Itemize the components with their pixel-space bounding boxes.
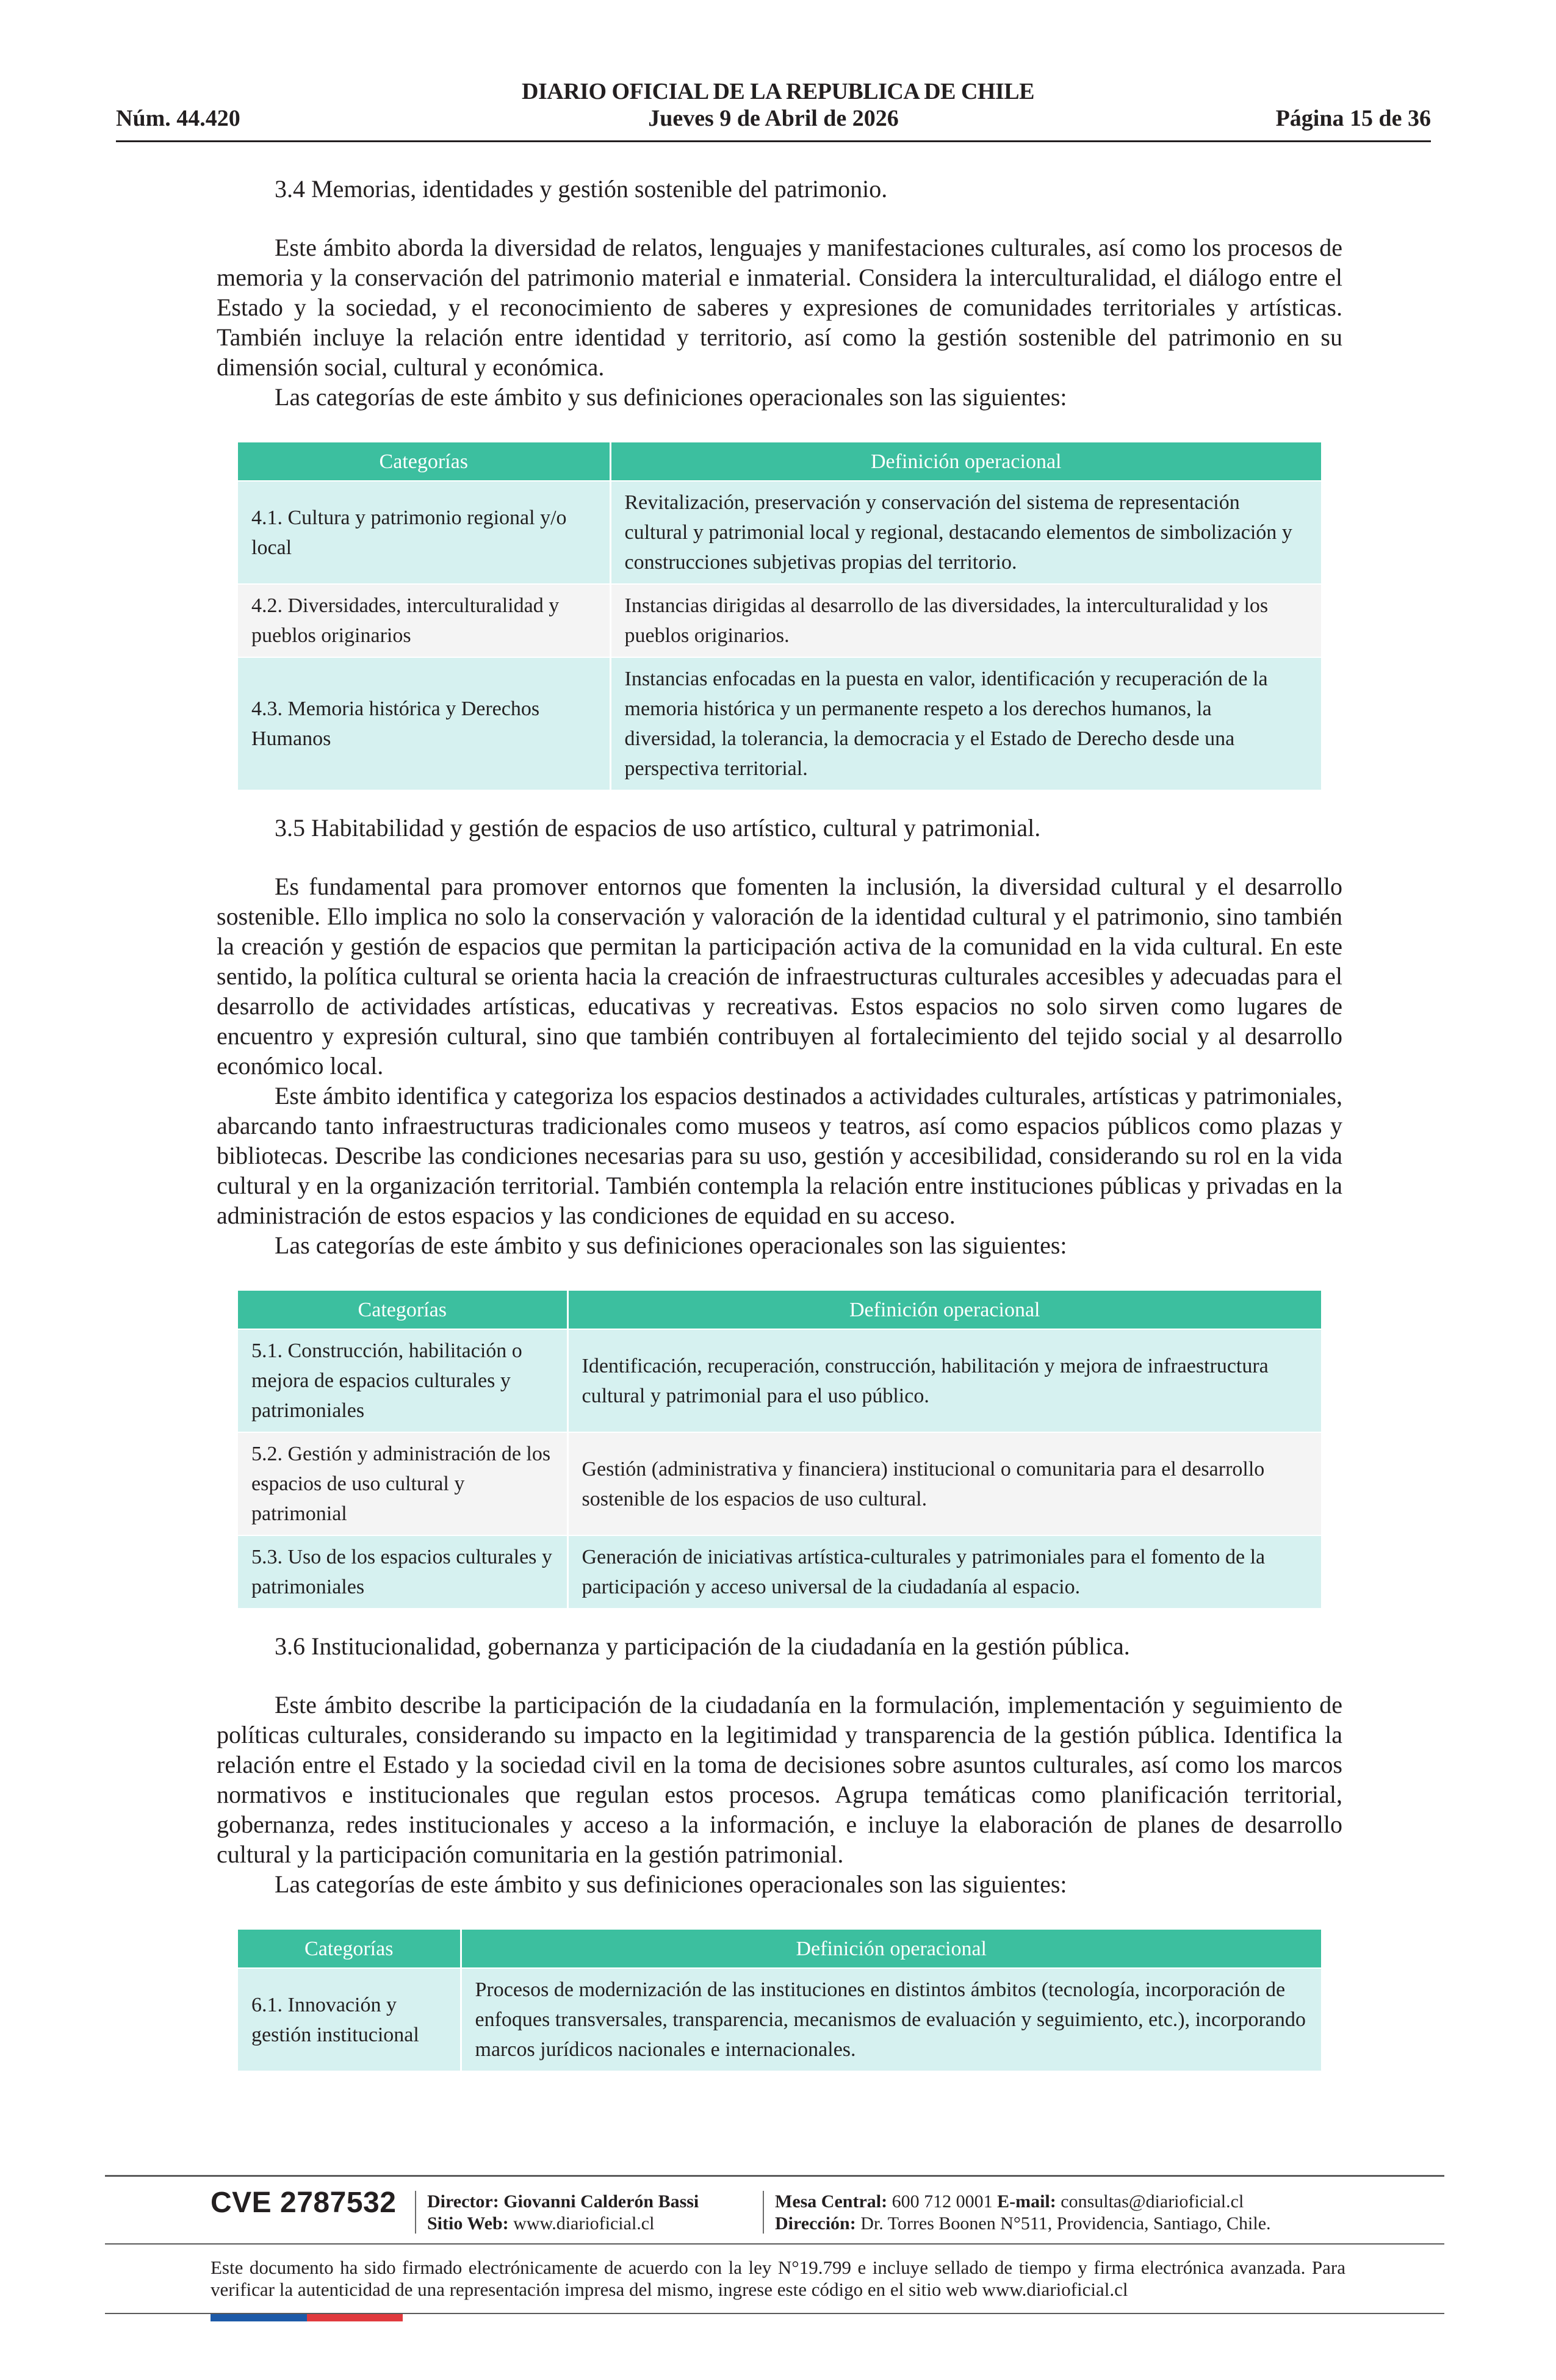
mesa-phone: 600 712 0001: [891, 2191, 993, 2212]
director-label: Director:: [427, 2191, 499, 2212]
category-cell: 5.3. Uso de los espacios culturales y patrimoniales: [238, 1535, 567, 1608]
section-paragraph-3-5-b: Este ámbito identifica y categoriza los espacios destinados a actividades culturales, artísticas y patrimoniales, abarcando tanto infraestructuras tradicionales como museos y teatros, así como espacios públicos como plazas y bibliotecas. Describe las condiciones necesarias para su uso, gestión y accesibilidad, considerando su rol en la vida cultural y en la organización territorial. También contempla la relación entre instituciones públicas y privadas en la administración de estos espacios y las condiciones de equidad en su acceso.: [217, 1082, 1342, 1229]
section-intro-3-4: Las categorías de este ámbito y sus definiciones operacionales son las siguientes:: [275, 383, 1067, 411]
table-row: [238, 1968, 1321, 2071]
definition-cell: Generación de iniciativas artística-culturales y patrimoniales para el fomento de la participación y acceso universal de la ciudadanía al espacio.: [567, 1535, 1321, 1608]
web-link[interactable]: www.diarioficial.cl: [513, 2213, 655, 2234]
category-cell: 4.3. Memoria histórica y Derechos Humanos: [238, 657, 610, 790]
definition-cell: Instancias dirigidas al desarrollo de las diversidades, la interculturalidad y los pueblos originarios.: [610, 584, 1321, 657]
table-row: [238, 1535, 1321, 1608]
cve-code: CVE 2787532: [211, 2187, 397, 2219]
footer-top-divider: [105, 2175, 1444, 2177]
category-cell: 6.1. Innovación y gestión institucional: [238, 1968, 461, 2071]
signature-note: Este documento ha sido firmado electrónicamente de acuerdo con la ley N°19.799 e incluye sellado de tiempo y firma electrónica avanzada. Para verificar la autenticidad de una representación impresa del mismo, ingrese este código en el sitio web www.diarioficial.cl: [211, 2257, 1345, 2300]
table-header-definition: Definición operacional: [461, 1930, 1321, 1968]
section-heading-3-6: 3.6 Institucionalidad, gobernanza y participación de la ciudadanía en la gestión pública.: [275, 1632, 1130, 1660]
table-header-definition: Definición operacional: [567, 1291, 1321, 1329]
section-heading-3-5: 3.5 Habitabilidad y gestión de espacios de uso artístico, cultural y patrimonial.: [275, 814, 1041, 842]
flag-stripe-red: [307, 2314, 403, 2321]
categories-table-3-4: [238, 442, 1321, 790]
table-header-categories: Categorías: [238, 442, 610, 481]
address-value: Dr. Torres Boonen N°511, Providencia, Santiago, Chile.: [860, 2213, 1271, 2234]
issue-date: Jueves 9 de Abril de 2026: [648, 106, 899, 131]
category-cell: 5.1. Construcción, habilitación o mejora de espacios culturales y patrimoniales: [238, 1329, 567, 1432]
web-label: Sitio Web:: [427, 2213, 509, 2234]
footer-director-block: [427, 2191, 699, 2235]
address-label: Dirección:: [775, 2213, 856, 2234]
section-intro-3-6: Las categorías de este ámbito y sus definiciones operacionales son las siguientes:: [275, 1870, 1067, 1898]
footer-separator: [415, 2191, 416, 2234]
category-cell: 4.2. Diversidades, interculturalidad y pueblos originarios: [238, 584, 610, 657]
table-header-categories: Categorías: [238, 1291, 567, 1329]
category-cell: 5.2. Gestión y administración de los espacios de uso cultural y patrimonial: [238, 1432, 567, 1535]
categories-table-3-6: [238, 1930, 1321, 2071]
table-row: [238, 1432, 1321, 1535]
header-divider: [116, 140, 1431, 142]
table-header-categories: Categorías: [238, 1930, 461, 1968]
table-row: [238, 657, 1321, 790]
categories-table-3-5: [238, 1291, 1321, 1608]
table-row: [238, 481, 1321, 584]
section-heading-3-4: 3.4 Memorias, identidades y gestión sostenible del patrimonio.: [275, 175, 888, 203]
footer-middle-divider: [105, 2243, 1444, 2245]
main-content: [217, 174, 1342, 2071]
section-intro-3-5: Las categorías de este ámbito y sus definiciones operacionales son las siguientes:: [275, 1231, 1067, 1259]
footer-separator: [763, 2191, 764, 2234]
email-label: E-mail:: [997, 2191, 1056, 2212]
section-paragraph-3-5-a: Es fundamental para promover entornos que fomenten la inclusión, la diversidad cultural y el desarrollo sostenible. Ello implica no solo la conservación y valoración de la identidad cultural y el patrimonio, sino también la creación y gestión de espacios que permitan la participación activa de la comunidad en la vida cultural. En este sentido, la política cultural se orienta hacia la creación de infraestructuras culturales accesibles y adecuadas para el desarrollo de actividades artísticas, educativas y recreativas. Estos espacios no solo sirven como lugares de encuentro y expresión cultural, sino que también contribuyen al fortalecimiento del tejido social y al desarrollo económico local.: [217, 873, 1342, 1080]
director-name: Giovanni Calderón Bassi: [503, 2191, 699, 2212]
newspaper-title: DIARIO OFICIAL DE LA REPUBLICA DE CHILE: [522, 79, 1034, 104]
section-paragraph-3-6: Este ámbito describe la participación de la ciudadanía en la formulación, implementación y seguimiento de políticas culturales, considerando su impacto en la legitimidad y transparencia de la gestión pública. Identifica la relación entre el Estado y la sociedad civil en la toma de decisiones sobre asuntos culturales, así como los marcos normativos e institucionales que regulan estos procesos. Agrupa temáticas como planificación territorial, gobernanza, redes institucionales y acceso a la información, e incluye la elaboración de planes de desarrollo cultural y la participación comunitaria en la gestión patrimonial.: [217, 1691, 1342, 1868]
section-paragraph-3-4: Este ámbito aborda la diversidad de relatos, lenguajes y manifestaciones culturales, así como los procesos de memoria y la conservación del patrimonio material e inmaterial. Considera la interculturalidad, el diálogo entre el Estado y la sociedad, y el reconocimiento de saberes y expresiones de comunidades territoriales y artísticas. También incluye la relación entre identidad y territorio, así como la gestión sostenible del patrimonio en su dimensión social, cultural y económica.: [217, 234, 1342, 381]
definition-cell: Instancias enfocadas en la puesta en valor, identificación y recuperación de la memoria histórica y un permanente respeto a los derechos humanos, la diversidad, la tolerancia, la democracia y el Estado de Derecho desde una perspectiva territorial.: [610, 657, 1321, 790]
header-row: [116, 105, 1431, 135]
definition-cell: Gestión (administrativa y financiera) institucional o comunitaria para el desarrollo sostenible de los espacios de uso cultural.: [567, 1432, 1321, 1535]
definition-cell: Revitalización, preservación y conservación del sistema de representación cultural y patrimonial local y regional, destacando elementos de simbolización y construcciones subjetivas propias del territorio.: [610, 481, 1321, 584]
page-number: Página 15 de 36: [1275, 106, 1431, 131]
email-link[interactable]: consultas@diarioficial.cl: [1061, 2191, 1244, 2212]
definition-cell: Procesos de modernización de las instituciones en distintos ámbitos (tecnología, incorporación de enfoques transversales, transparencia, mecanismos de evaluación y seguimiento, etc.), incorporando marcos jurídicos nacionales e internacionales.: [461, 1968, 1321, 2071]
definition-cell: Identificación, recuperación, construcción, habilitación y mejora de infraestructura cultural y patrimonial para el uso público.: [567, 1329, 1321, 1432]
table-row: [238, 1329, 1321, 1432]
mesa-label: Mesa Central:: [775, 2191, 888, 2212]
category-cell: 4.1. Cultura y patrimonio regional y/o local: [238, 481, 610, 584]
issue-number: Núm. 44.420: [116, 106, 240, 131]
table-header-definition: Definición operacional: [610, 442, 1321, 481]
table-row: [238, 584, 1321, 657]
flag-stripe-blue: [211, 2314, 307, 2321]
footer-contact-block: [775, 2191, 1271, 2235]
